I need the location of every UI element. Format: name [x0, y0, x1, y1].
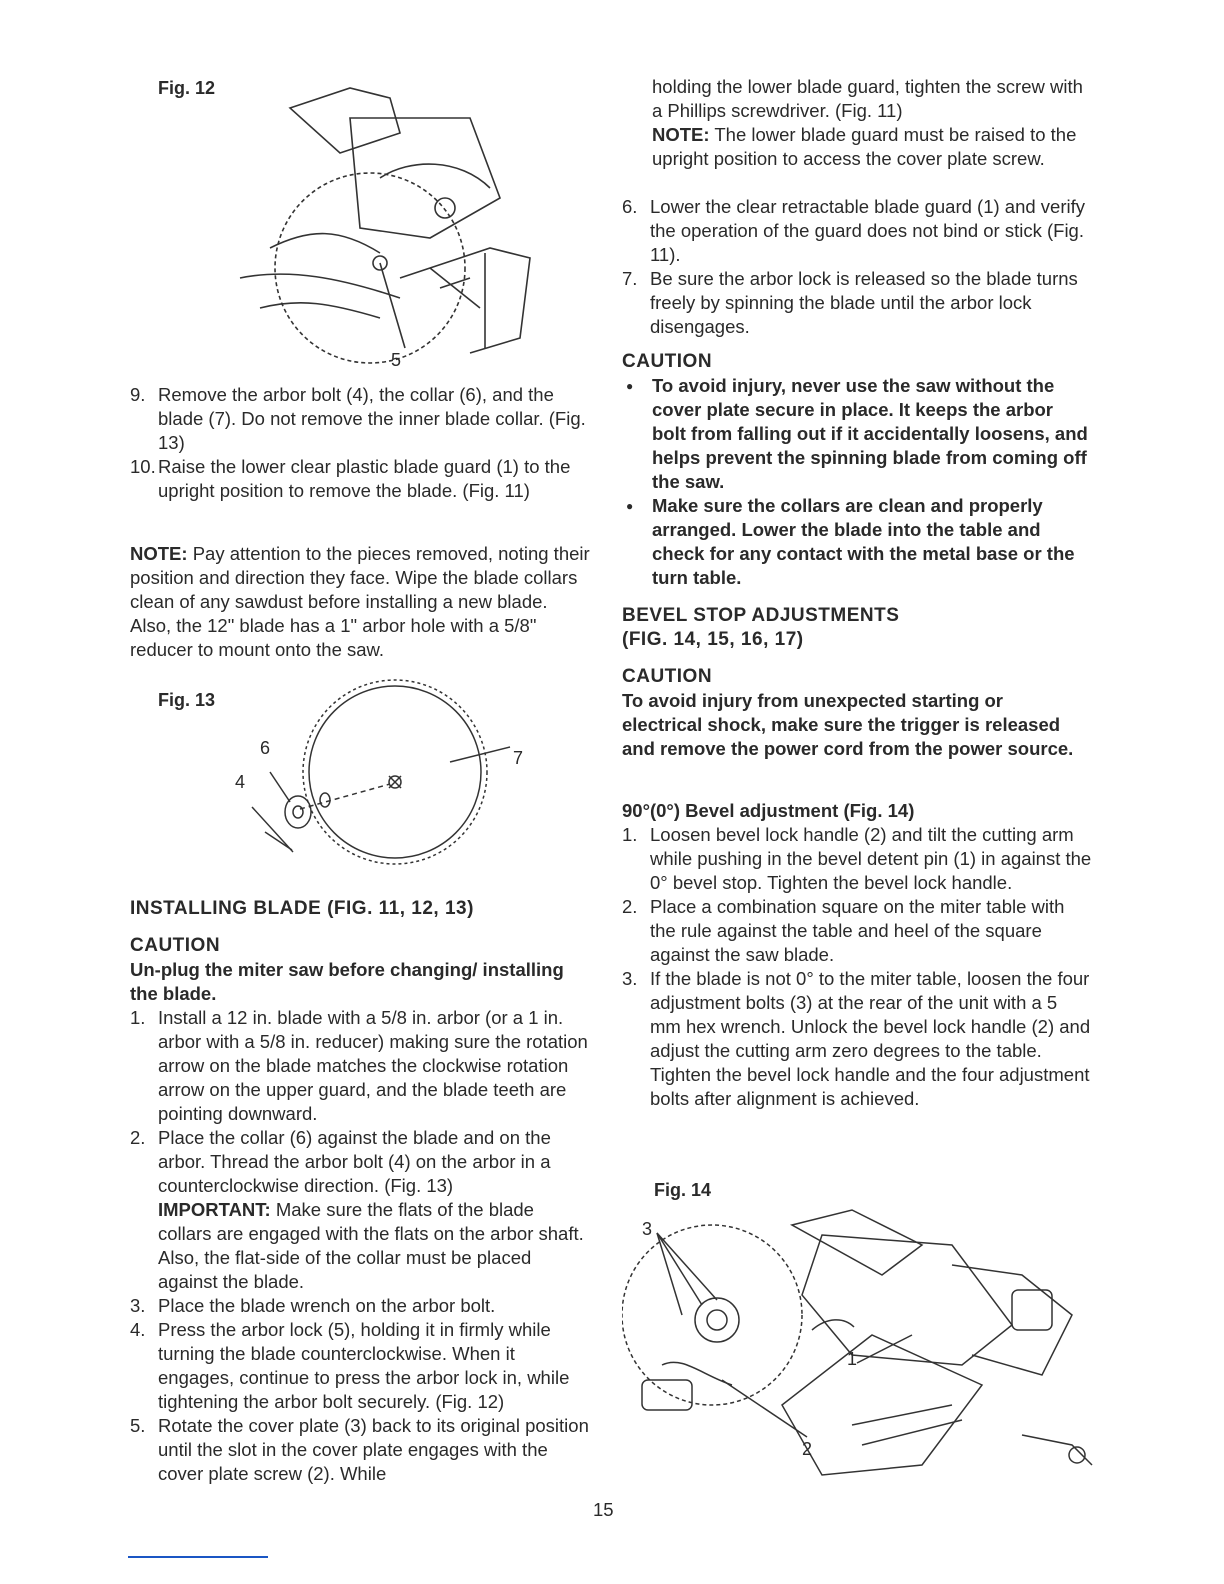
- fig13-callout-4: 4: [235, 772, 246, 792]
- steps-9-10-list: [130, 383, 590, 503]
- continuation-text: holding the lower blade guard, tighten the screw with a Phillips screwdriver. (Fig. 11) NOTE: The lower blade guard must be raised to the upright position to access the cover plate screw.: [652, 76, 1083, 169]
- fig14-illustration: [622, 1205, 1102, 1490]
- list-item: 7. Be sure the arbor lock is released so the blade turns freely by spinning the blade until the arbor lock disengages.: [622, 268, 1078, 337]
- note-label-right: NOTE:: [652, 124, 710, 145]
- fig12-callout-5: 5: [391, 350, 402, 368]
- list-item: ● To avoid injury, never use the saw without the cover plate secure in place. It keeps the arbor bolt from falling out if it accidentally loosens, and helps prevent the spinning blade from coming off the saw.: [622, 374, 1092, 494]
- list-item: 3. Place the blade wrench on the arbor bolt.: [130, 1295, 496, 1316]
- fig14-callout-1: 1: [847, 1349, 858, 1369]
- fig12-label: Fig. 12: [158, 78, 216, 98]
- list-item: 6. Lower the clear retractable blade guard (1) and verify the operation of the guard does not bind or stick (Fig. 11).: [622, 196, 1085, 265]
- fig13-callout-7: 7: [513, 748, 524, 768]
- note-label: NOTE:: [130, 543, 188, 564]
- important-text: Make sure the flats of the blade collars are engaged with the flats on the arbor shaft. Also, the flat-side of the collar must be placed against the blade.: [158, 1199, 584, 1292]
- fig13-label: Fig. 13: [158, 690, 216, 710]
- list-item: 1. Install a 12 in. blade with a 5/8 in. arbor (or a 1 in. arbor with a 5/8 in. reducer) making sure the rotation arrow on the blade matches the clockwise rotation arrow on the upper guard, and the blade teeth are pointing downward.: [130, 1007, 588, 1124]
- installing-blade-heading: INSTALLING BLADE (FIG. 11, 12, 13): [130, 898, 474, 919]
- steps-6-7-list: [622, 195, 1092, 339]
- list-item: 2. Place the collar (6) against the blade and on the arbor. Thread the arbor bolt (4) on the arbor in a counterclockwise direction. (Fig. 13) IMPORTANT: Make sure the flats of the blade collars are engaged with the flats on the arbor shaft. Also, the flat-side of the collar must be placed against the blade.: [130, 1127, 584, 1292]
- bevel-steps-list: [622, 823, 1092, 1111]
- caution-heading-right-2: CAUTION: [622, 666, 713, 687]
- caution-heading-right-1: CAUTION: [622, 351, 713, 372]
- caution-text-right: To avoid injury from unexpected starting or electrical shock, make sure the trigger is released and remove the power cord from the power source.: [622, 690, 1074, 759]
- fig14-callout-2: 2: [802, 1439, 813, 1459]
- page-number: 15: [593, 1499, 614, 1520]
- list-item: 4. Press the arbor lock (5), holding it in firmly while turning the blade counterclockwise. When it engages, continue to press the arbor lock in, while tightening the arbor bolt securely. (Fig. 12): [130, 1319, 570, 1412]
- fig13-illustration: [190, 672, 570, 882]
- list-item: 2. Place a combination square on the miter table with the rule against the table and heel of the square against the saw blade.: [622, 896, 1065, 965]
- note-text: Pay attention to the pieces removed, noting their position and direction they face. Wipe the blade collars clean of any sawdust before installing a new blade. Also, the 12" blade has a 1" arbor hole with a 5/8" reducer to mount onto the saw.: [130, 543, 590, 660]
- list-item: 9. Remove the arbor bolt (4), the collar (6), and the blade (7). Do not remove the inner blade collar. (Fig. 13): [130, 384, 586, 453]
- bevel-heading: BEVEL STOP ADJUSTMENTS: [622, 605, 900, 626]
- bevel-subheading: 90°(0°) Bevel adjustment (Fig. 14): [622, 800, 915, 821]
- list-item: 10. Raise the lower clear plastic blade guard (1) to the upright position to remove the blade. (Fig. 11): [130, 456, 571, 501]
- installing-steps-list: [130, 1006, 590, 1486]
- caution-heading-left: CAUTION: [130, 935, 221, 956]
- bevel-heading-figs: (FIG. 14, 15, 16, 17): [622, 629, 804, 650]
- list-item: ● Make sure the collars are clean and properly arranged. Lower the blade into the table and check for any contact with the metal base or the turn table.: [622, 494, 1092, 590]
- fig13-callout-6: 6: [260, 738, 271, 758]
- list-item: 3. If the blade is not 0° to the miter table, loosen the four adjustment bolts (3) at the rear of the unit with a 5 mm hex wrench. Unlock the bevel lock handle (2) and adjust the cutting arm zero degrees to the table. Tighten the bevel lock handle and the four adjustment bolts after alignment is achieved.: [622, 968, 1091, 1109]
- fig14-callout-3: 3: [642, 1219, 653, 1239]
- footer-rule: [128, 1556, 268, 1558]
- caution-text-left: Un-plug the miter saw before changing/ installing the blade.: [130, 959, 564, 1004]
- fig12-illustration: [230, 78, 560, 368]
- list-item: 5. Rotate the cover plate (3) back to its original position until the slot in the cover plate engages with the cover plate screw (2). While: [130, 1415, 589, 1484]
- fig14-label: Fig. 14: [654, 1180, 712, 1200]
- important-label: IMPORTANT:: [158, 1199, 271, 1220]
- list-item: 1. Loosen bevel lock handle (2) and tilt the cutting arm while pushing in the bevel detent pin (1) in against the 0° bevel stop. Tighten the bevel lock handle.: [622, 824, 1092, 893]
- caution-bullets: [622, 374, 1092, 590]
- note-paragraph: [130, 542, 590, 662]
- note-text-right: The lower blade guard must be raised to the upright position to access the cover plate screw.: [652, 124, 1077, 169]
